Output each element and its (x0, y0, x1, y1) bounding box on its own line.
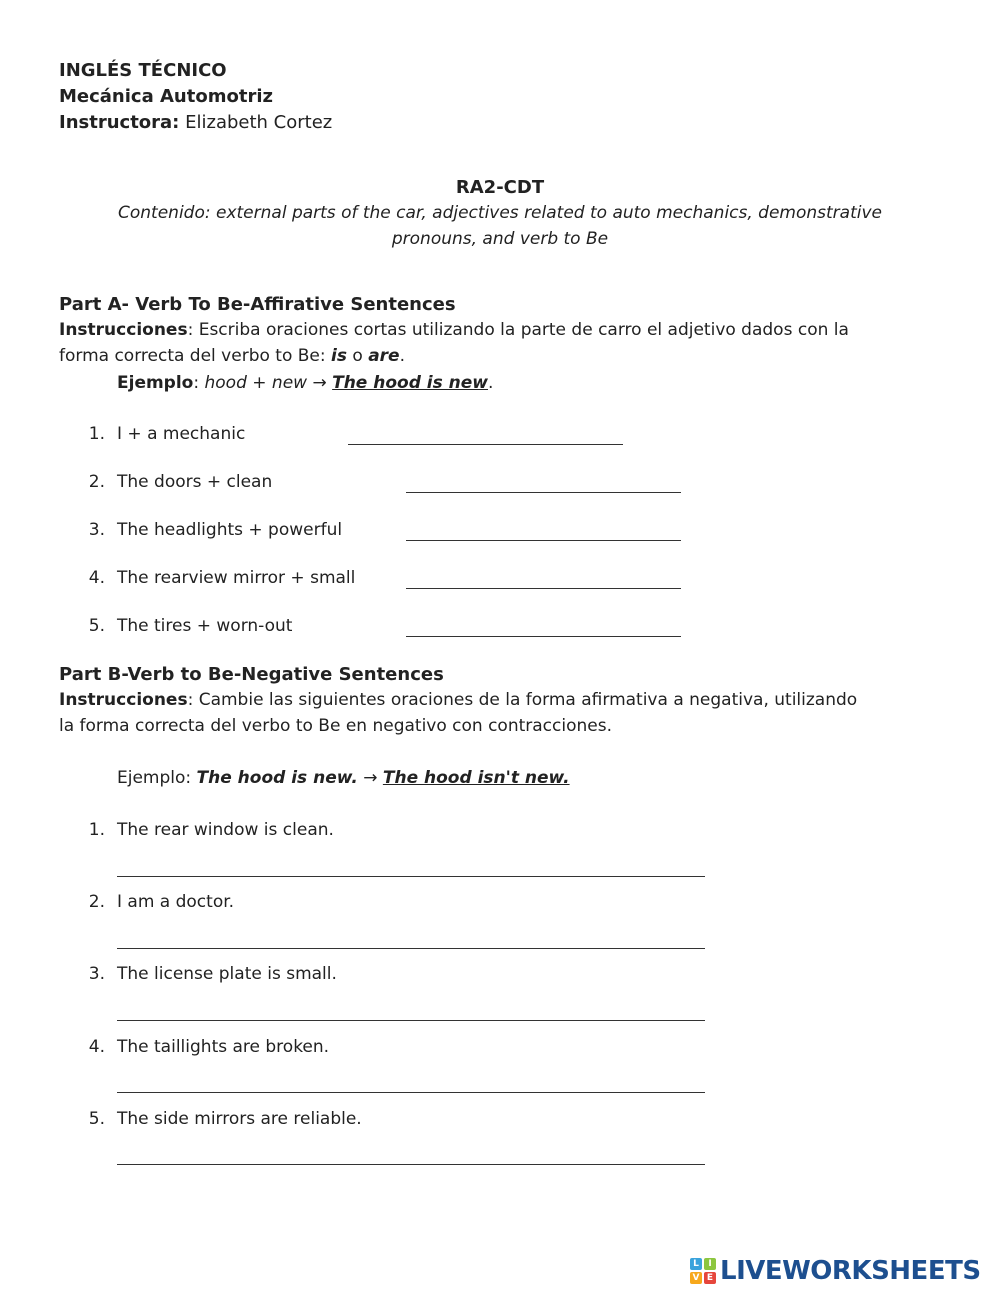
liveworksheets-logo (690, 1254, 981, 1288)
item-text: The rear window is clean. (117, 820, 334, 840)
item-number: 2. (88, 472, 105, 492)
program-title: Mecánica Automotriz (59, 86, 273, 107)
item-text: The license plate is small. (117, 964, 337, 984)
section-code: RA2-CDT (455, 177, 545, 198)
logo-tile-l: L (690, 1258, 702, 1270)
part-a-is: is (331, 346, 347, 366)
part-a-heading: Part A- Verb To Be-Affirative Sentences (59, 294, 456, 315)
part-b-instructions-line-2: la forma correcta del verbo to Be en negativo con contracciones. (59, 716, 612, 736)
part-b-example-prompt: The hood is new. (196, 768, 358, 788)
instructor-name: Elizabeth Cortez (185, 112, 333, 133)
instructor-line (59, 112, 332, 133)
item-text: The doors + clean (117, 472, 273, 492)
part-a-item-1 (77, 424, 245, 444)
part-b-item-1 (77, 820, 334, 840)
part-a-instr-label: Instrucciones (59, 320, 188, 340)
part-a-instr-line2: forma correcta del verbo to Be: (59, 346, 332, 366)
part-b-answer-line-1[interactable] (117, 876, 705, 877)
part-b-answer-line-5[interactable] (117, 1164, 705, 1165)
item-number: 2. (88, 892, 105, 912)
part-a-are: are (368, 346, 400, 366)
part-b-example-arrow: → (357, 768, 383, 788)
item-text: The side mirrors are reliable. (117, 1109, 362, 1129)
part-a-example-end: . (488, 373, 494, 393)
part-a-instructions-line-2 (59, 346, 405, 366)
item-number: 3. (88, 964, 105, 984)
part-b-heading: Part B-Verb to Be-Negative Sentences (59, 664, 444, 685)
part-b-example-label: Ejemplo: (117, 768, 197, 788)
item-number: 5. (88, 616, 105, 636)
item-number: 1. (88, 424, 105, 444)
item-text: I + a mechanic (117, 424, 246, 444)
part-a-item-2 (77, 472, 272, 492)
part-b-instr-label: Instrucciones (59, 690, 188, 710)
part-b-example-answer: The hood isn't new. (382, 768, 570, 788)
part-a-example-answer: The hood is new (332, 373, 489, 393)
item-text: The tires + worn-out (117, 616, 293, 636)
item-number: 1. (88, 820, 105, 840)
content-line-1: Contenido: external parts of the car, adjectives related to auto mechanics, demonstrative (118, 203, 882, 223)
liveworksheets-logo-icon (690, 1258, 716, 1284)
part-b-item-5 (77, 1109, 362, 1129)
part-b-item-4 (77, 1037, 329, 1057)
part-a-item-5 (77, 616, 292, 636)
part-a-answer-line-4[interactable] (406, 588, 681, 589)
part-a-answer-line-5[interactable] (406, 636, 681, 637)
part-a-instr-end: . (399, 346, 405, 366)
item-number: 4. (88, 1037, 105, 1057)
part-a-answer-line-2[interactable] (406, 492, 681, 493)
part-b-instructions-line-1 (59, 690, 857, 710)
item-text: The rearview mirror + small (117, 568, 356, 588)
part-a-answer-line-3[interactable] (406, 540, 681, 541)
part-a-answer-line-1[interactable] (348, 444, 623, 445)
part-a-example-label: Ejemplo (117, 373, 194, 393)
item-number: 5. (88, 1109, 105, 1129)
part-b-answer-line-2[interactable] (117, 948, 705, 949)
part-b-instr-text: : Cambie las siguientes oraciones de la forma afirmativa a negativa, utilizando (187, 690, 858, 710)
liveworksheets-logo-text: LIVEWORKSHEETS (720, 1256, 981, 1286)
item-text: The taillights are broken. (117, 1037, 330, 1057)
logo-tile-i: I (704, 1258, 716, 1270)
part-b-item-3 (77, 964, 337, 984)
part-b-answer-line-3[interactable] (117, 1020, 705, 1021)
item-text: I am a doctor. (117, 892, 235, 912)
part-a-example-prompt: hood + new → (204, 373, 333, 393)
part-a-example-colon: : (193, 373, 205, 393)
part-a-example (117, 373, 493, 393)
part-b-example (117, 768, 570, 788)
logo-tile-v: V (690, 1272, 702, 1284)
part-a-o: o (346, 346, 369, 366)
course-title: INGLÉS TÉCNICO (59, 60, 227, 81)
part-b-answer-line-4[interactable] (117, 1092, 705, 1093)
item-text: The headlights + powerful (117, 520, 343, 540)
part-b-item-2 (77, 892, 234, 912)
logo-tile-e: E (704, 1272, 716, 1284)
part-a-item-4 (77, 568, 355, 588)
part-a-item-3 (77, 520, 342, 540)
instructor-label: Instructora: (59, 112, 180, 133)
part-a-instructions-line-1 (59, 320, 849, 340)
item-number: 3. (88, 520, 105, 540)
item-number: 4. (88, 568, 105, 588)
content-line-2: pronouns, and verb to Be (391, 229, 609, 249)
part-a-instr-text: : Escriba oraciones cortas utilizando la parte de carro el adjetivo dados con la (187, 320, 849, 340)
